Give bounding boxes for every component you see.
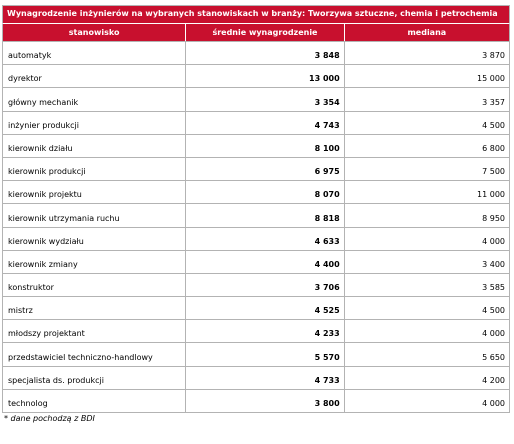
table-row bbox=[2, 112, 510, 135]
median-cell: 3 585 bbox=[482, 283, 505, 293]
header-median: mediana bbox=[407, 28, 447, 37]
table-row bbox=[2, 228, 510, 251]
average-salary-cell: 4 400 bbox=[186, 251, 344, 273]
average-salary-cell: 13 000 bbox=[186, 65, 344, 87]
median-cell: 4 000 bbox=[482, 236, 505, 246]
table-title: Wynagrodzenie inżynierów na wybranych stanowiskach w branży: Tworzywa sztuczne, chemia i petrochemia bbox=[2, 5, 510, 23]
table-row bbox=[2, 88, 510, 111]
position-cell: kierownik projektu bbox=[3, 181, 186, 203]
median-cell: 4 000 bbox=[482, 329, 505, 339]
table-row bbox=[2, 390, 510, 413]
median-cell: 3 357 bbox=[482, 97, 505, 107]
average-salary-cell: 8 100 bbox=[186, 135, 344, 157]
table-row bbox=[2, 320, 510, 343]
table-row bbox=[2, 204, 510, 227]
average-salary-cell: 6 975 bbox=[186, 158, 344, 180]
footnote: * dane pochodzą z BDI bbox=[4, 414, 95, 423]
header-average-salary: średnie wynagrodzenie bbox=[186, 24, 344, 41]
position-cell: młodszy projektant bbox=[3, 320, 186, 342]
table-row bbox=[2, 274, 510, 297]
table-row bbox=[2, 297, 510, 320]
salary-table bbox=[2, 5, 510, 423]
header-position: stanowisko bbox=[3, 24, 186, 41]
median-cell: 8 950 bbox=[482, 213, 505, 223]
average-salary-cell: 8 818 bbox=[186, 204, 344, 226]
average-salary-cell: 3 706 bbox=[186, 274, 344, 296]
position-cell: inżynier produkcji bbox=[3, 112, 186, 134]
position-cell: konstruktor bbox=[3, 274, 186, 296]
average-salary-cell: 4 743 bbox=[186, 112, 344, 134]
position-cell: dyrektor bbox=[3, 65, 186, 87]
position-cell: kierownik wydziału bbox=[3, 228, 186, 250]
median-cell: 4 200 bbox=[482, 375, 505, 385]
average-salary-cell: 5 570 bbox=[186, 343, 344, 365]
median-cell: 3 400 bbox=[482, 259, 505, 269]
table-row bbox=[2, 135, 510, 158]
average-salary-cell: 4 525 bbox=[186, 297, 344, 319]
median-cell: 4 000 bbox=[482, 399, 505, 408]
table-body bbox=[2, 42, 510, 413]
position-cell: specjalista ds. produkcji bbox=[3, 367, 186, 389]
median-cell: 15 000 bbox=[477, 74, 505, 84]
average-salary-cell: 4 233 bbox=[186, 320, 344, 342]
average-salary-cell: 3 848 bbox=[186, 42, 344, 64]
position-cell: kierownik utrzymania ruchu bbox=[3, 204, 186, 226]
position-cell: kierownik działu bbox=[3, 135, 186, 157]
table-row bbox=[2, 251, 510, 274]
average-salary-cell: 4 733 bbox=[186, 367, 344, 389]
table-row bbox=[2, 367, 510, 390]
position-cell: główny mechanik bbox=[3, 88, 186, 110]
position-cell: mistrz bbox=[3, 297, 186, 319]
average-salary-cell: 4 633 bbox=[186, 228, 344, 250]
position-cell: automatyk bbox=[3, 42, 186, 64]
table-row bbox=[2, 42, 510, 65]
table-row bbox=[2, 181, 510, 204]
table-row bbox=[2, 65, 510, 88]
table-row bbox=[2, 343, 510, 366]
average-salary-cell: 3 354 bbox=[186, 88, 344, 110]
position-cell: przedstawiciel techniczno-handlowy bbox=[3, 343, 186, 365]
median-cell: 5 650 bbox=[482, 352, 505, 362]
median-cell: 11 000 bbox=[477, 190, 505, 200]
table-row bbox=[2, 158, 510, 181]
position-cell: kierownik zmiany bbox=[3, 251, 186, 273]
table-header-row bbox=[2, 23, 510, 42]
median-cell: 3 870 bbox=[482, 51, 505, 61]
median-cell: 7 500 bbox=[482, 167, 505, 177]
median-cell: 6 800 bbox=[482, 143, 505, 153]
position-cell: technolog bbox=[3, 390, 186, 412]
median-cell: 4 500 bbox=[482, 306, 505, 316]
median-cell: 4 500 bbox=[482, 120, 505, 130]
position-cell: kierownik produkcji bbox=[3, 158, 186, 180]
average-salary-cell: 3 800 bbox=[186, 390, 344, 412]
average-salary-cell: 8 070 bbox=[186, 181, 344, 203]
